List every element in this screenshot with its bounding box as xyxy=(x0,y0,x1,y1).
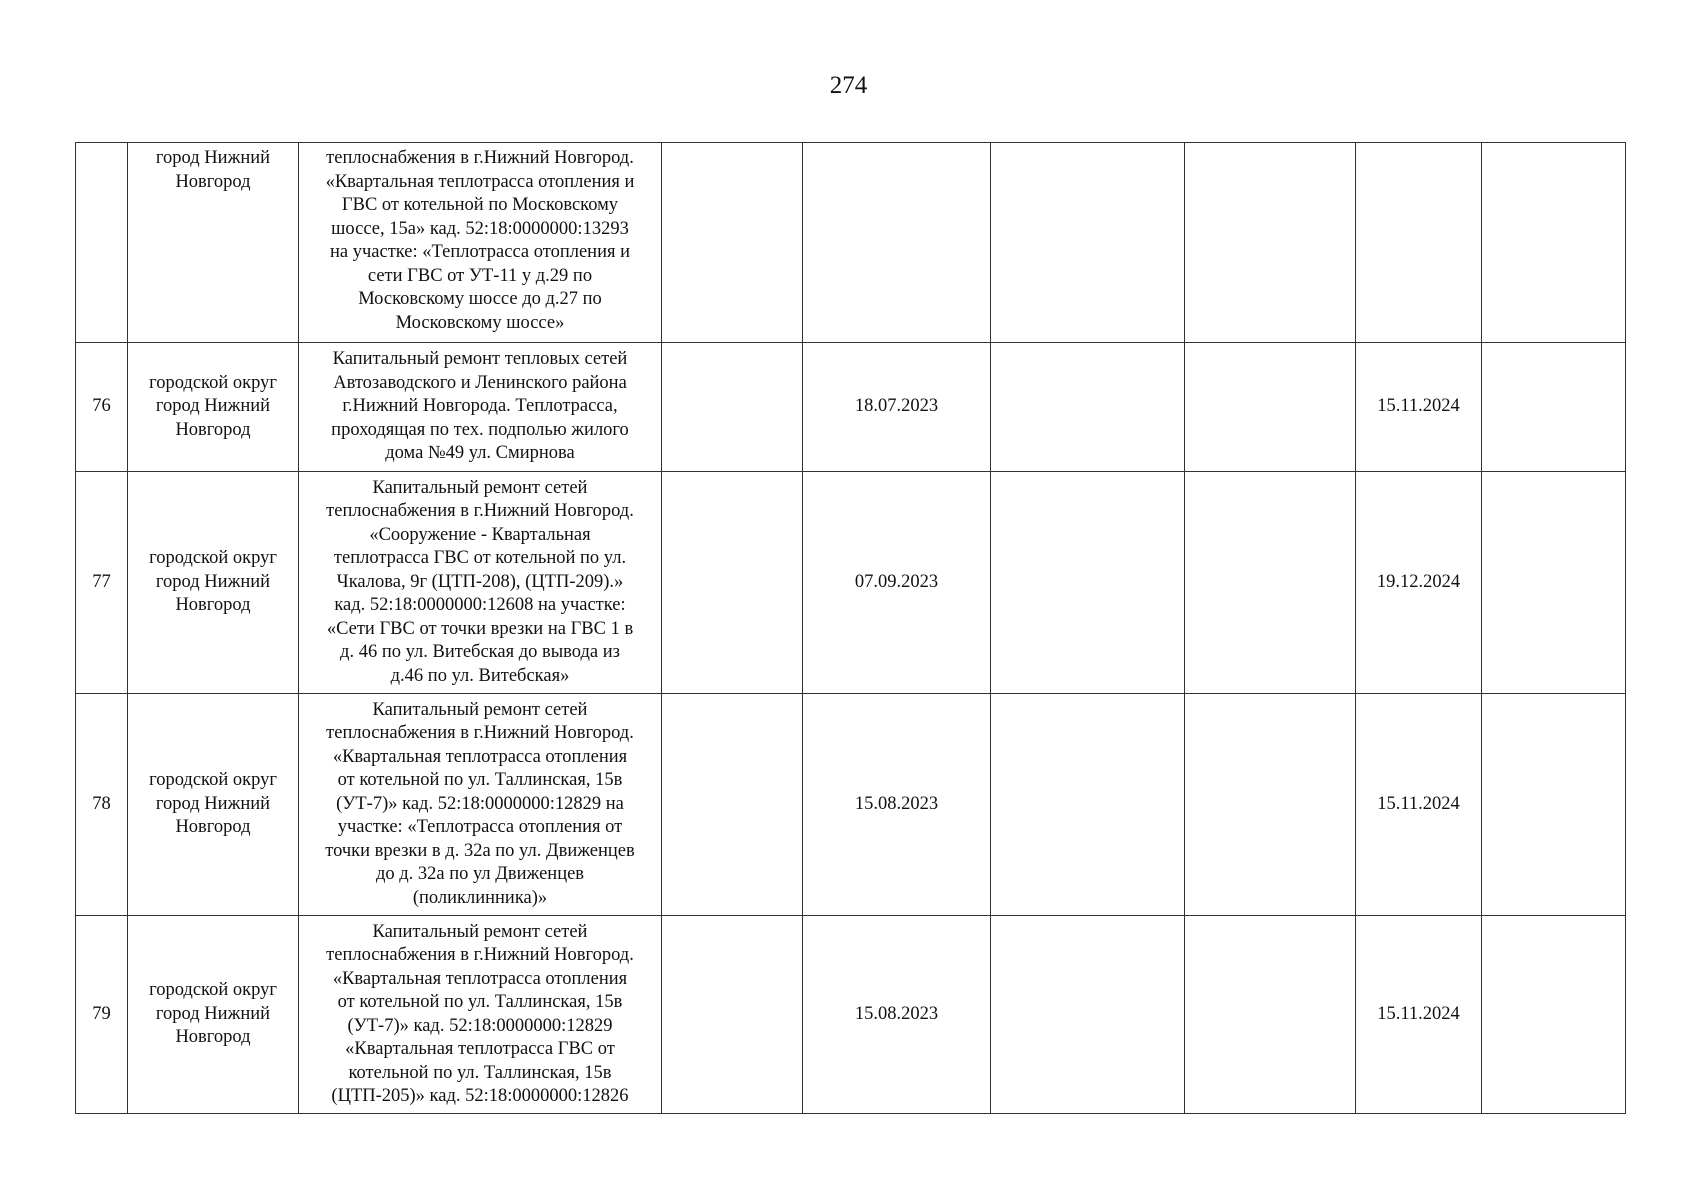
end-date-cell: 15.11.2024 xyxy=(1356,694,1482,916)
municipality-cell: городской округ город Нижний Новгород xyxy=(128,694,299,916)
table-row xyxy=(76,916,1626,1114)
municipality-cell: городской округ город Нижний Новгород xyxy=(128,343,299,472)
table-cell xyxy=(662,916,803,1114)
municipality-cell: город Нижний Новгород xyxy=(128,143,299,343)
table-cell xyxy=(991,472,1185,694)
table-cell xyxy=(1185,472,1356,694)
start-date-cell: 15.08.2023 xyxy=(803,916,991,1114)
table-cell xyxy=(662,343,803,472)
table-row xyxy=(76,694,1626,916)
description-cell: Капитальный ремонт сетей теплоснабжения в г.Нижний Новгород. «Квартальная теплотрасса отопления от котельной по ул. Таллинская, 15в (УТ-7)» кад. 52:18:0000000:12829 на участке: «Теплотрасса отопления от точки врезки в д. 32а по ул. Движенцев до д. 32а по ул Движенцев (поликлинника)» xyxy=(299,694,662,916)
table-cell xyxy=(1482,143,1626,343)
table-cell xyxy=(991,694,1185,916)
table-cell xyxy=(1185,694,1356,916)
table-row xyxy=(76,343,1626,472)
table-cell xyxy=(1482,343,1626,472)
table-cell xyxy=(1482,472,1626,694)
table-cell xyxy=(1482,916,1626,1114)
row-number: 78 xyxy=(76,694,128,916)
table-cell xyxy=(662,143,803,343)
start-date-cell: 18.07.2023 xyxy=(803,343,991,472)
description-cell: Капитальный ремонт сетей теплоснабжения в г.Нижний Новгород. «Сооружение - Квартальная теплотрасса ГВС от котельной по ул. Чкалова, 9г (ЦТП-208), (ЦТП-209).» кад. 52:18:0000000:12608 на участке: «Сети ГВС от точки врезки на ГВС 1 в д. 46 по ул. Витебская до вывода из д.46 по ул. Витебская» xyxy=(299,472,662,694)
data-table xyxy=(75,142,1626,1114)
end-date-cell: 15.11.2024 xyxy=(1356,343,1482,472)
municipality-cell: городской округ город Нижний Новгород xyxy=(128,472,299,694)
table-cell xyxy=(1482,694,1626,916)
row-number: 77 xyxy=(76,472,128,694)
page-number: 274 xyxy=(829,72,868,99)
row-number: 76 xyxy=(76,343,128,472)
table-cell xyxy=(991,143,1185,343)
row-number xyxy=(76,143,128,343)
start-date-cell xyxy=(803,143,991,343)
start-date-cell: 07.09.2023 xyxy=(803,472,991,694)
start-date-cell: 15.08.2023 xyxy=(803,694,991,916)
description-cell: Капитальный ремонт сетей теплоснабжения в г.Нижний Новгород. «Квартальная теплотрасса отопления от котельной по ул. Таллинская, 15в (УТ-7)» кад. 52:18:0000000:12829 «Квартальная теплотрасса ГВС от котельной по ул. Таллинская, 15в (ЦТП-205)» кад. 52:18:0000000:12826 xyxy=(299,916,662,1114)
table-cell xyxy=(662,694,803,916)
table-cell xyxy=(1185,916,1356,1114)
table-cell xyxy=(991,916,1185,1114)
municipality-cell: городской округ город Нижний Новгород xyxy=(128,916,299,1114)
table-cell xyxy=(1185,343,1356,472)
description-cell: Капитальный ремонт тепловых сетей Автозаводского и Ленинского района г.Нижний Новгорода. Теплотрасса, проходящая по тех. подполью жилого дома №49 ул. Смирнова xyxy=(299,343,662,472)
table-cell xyxy=(662,472,803,694)
table-cell xyxy=(1185,143,1356,343)
table-row xyxy=(76,143,1626,343)
description-cell: теплоснабжения в г.Нижний Новгород. «Квартальная теплотрасса отопления и ГВС от котельной по Московскому шоссе, 15а» кад. 52:18:0000000:13293 на участке: «Теплотрасса отопления и сети ГВС от УТ-11 у д.29 по Московскому шоссе до д.27 по Московскому шоссе» xyxy=(299,143,662,343)
end-date-cell xyxy=(1356,143,1482,343)
end-date-cell: 19.12.2024 xyxy=(1356,472,1482,694)
row-number: 79 xyxy=(76,916,128,1114)
end-date-cell: 15.11.2024 xyxy=(1356,916,1482,1114)
table-cell xyxy=(991,343,1185,472)
table-row xyxy=(76,472,1626,694)
